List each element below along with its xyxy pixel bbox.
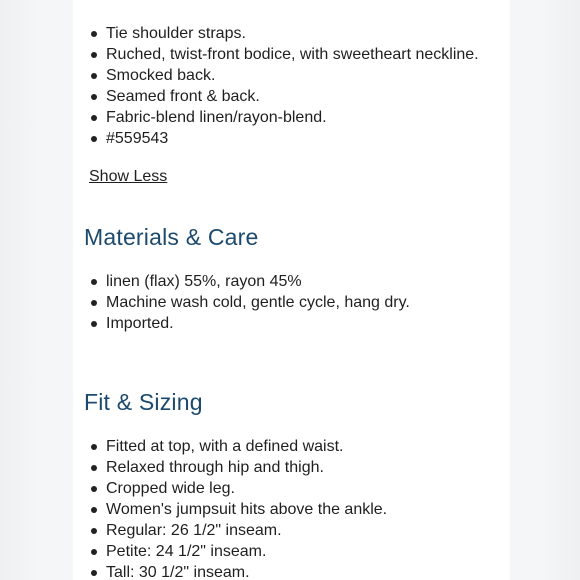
materials-care-list <box>106 271 410 334</box>
list-item: Regular: 26 1/2" inseam. <box>106 520 387 541</box>
list-item: Ruched, twist-front bodice, with sweetheart neckline. <box>106 46 479 63</box>
list-item: Smocked back. <box>106 65 479 86</box>
features-list <box>106 23 479 149</box>
materials-care-heading: Materials & Care <box>84 224 259 250</box>
list-item: Cropped wide leg. <box>106 478 387 499</box>
list-item: Imported. <box>106 313 410 334</box>
fit-sizing-list <box>106 436 387 580</box>
list-item: Seamed front & back. <box>106 86 479 107</box>
list-item: Tall: 30 1/2" inseam. <box>106 562 387 580</box>
show-less-link[interactable]: Show Less <box>89 168 168 185</box>
fit-sizing-heading: Fit & Sizing <box>84 389 203 415</box>
list-item: Women's jumpsuit hits above the ankle. <box>106 501 388 518</box>
list-item: Machine wash cold, gentle cycle, hang dry. <box>106 294 410 311</box>
list-item: Petite: 24 1/2" inseam. <box>106 541 387 562</box>
list-item: Relaxed through hip and thigh. <box>106 457 387 478</box>
list-item: linen (flax) 55%, rayon 45% <box>106 271 410 292</box>
list-item: #559543 <box>106 128 479 149</box>
list-item: Fitted at top, with a defined waist. <box>106 436 387 457</box>
list-item: Tie shoulder straps. <box>106 23 479 44</box>
list-item: Fabric-blend linen/rayon-blend. <box>106 107 479 128</box>
